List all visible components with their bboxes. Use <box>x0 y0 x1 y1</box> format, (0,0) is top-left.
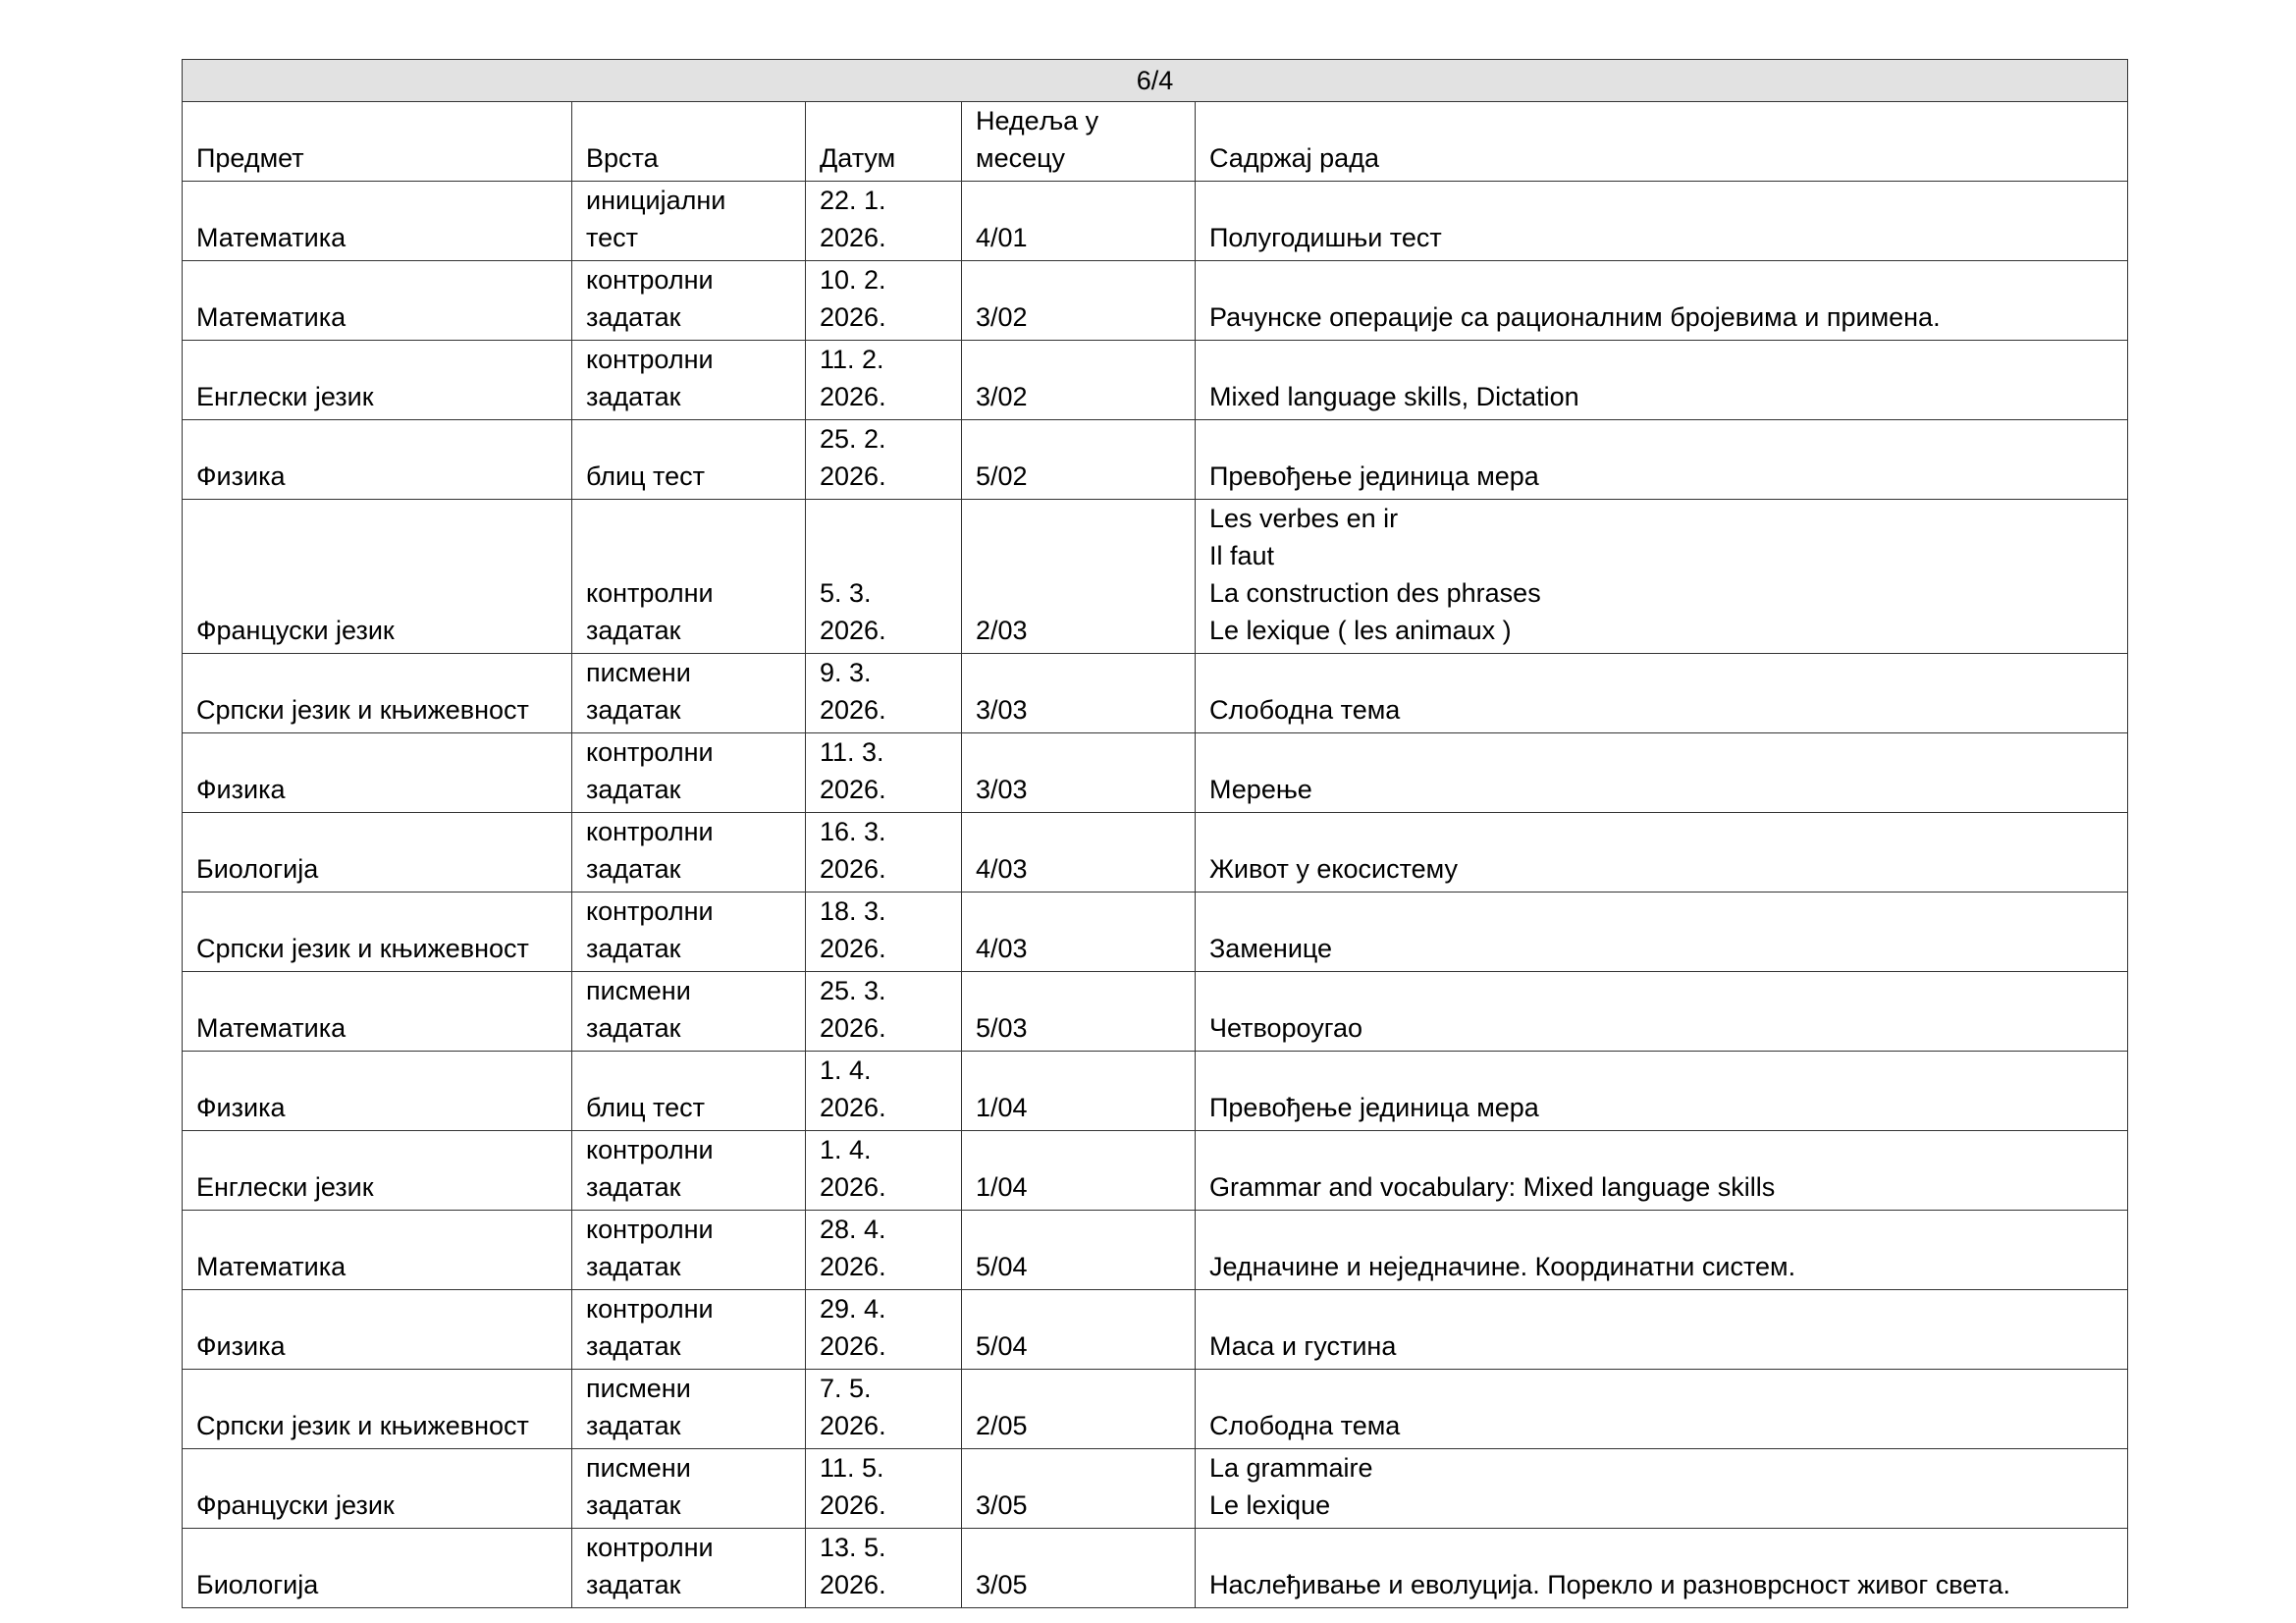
subject-cell: Биологија <box>183 813 572 893</box>
content-cell: Превођење јединица мера <box>1196 420 2128 500</box>
date-cell: 11. 2. 2026. <box>806 341 962 420</box>
subject-cell: Српски језик и књижевност <box>183 893 572 972</box>
week-cell: 2/03 <box>962 500 1196 654</box>
week-cell: 3/02 <box>962 261 1196 341</box>
week-cell: 5/03 <box>962 972 1196 1052</box>
subject-cell: Српски језик и књижевност <box>183 1370 572 1449</box>
table-row <box>183 420 2128 500</box>
table-row <box>183 1529 2128 1608</box>
header-type: Врста <box>572 102 806 182</box>
content-cell: Полугодишњи тест <box>1196 182 2128 261</box>
date-cell: 7. 5. 2026. <box>806 1370 962 1449</box>
content-cell: Живот у екосистему <box>1196 813 2128 893</box>
date-cell: 18. 3. 2026. <box>806 893 962 972</box>
schedule-table <box>182 59 2128 1608</box>
table-title: 6/4 <box>183 60 2128 102</box>
table-row <box>183 341 2128 420</box>
subject-cell: Математика <box>183 261 572 341</box>
table-row <box>183 261 2128 341</box>
table-row <box>183 500 2128 654</box>
content-cell: Слободна тема <box>1196 654 2128 733</box>
type-cell: контролни задатак <box>572 500 806 654</box>
subject-cell: Енглески језик <box>183 341 572 420</box>
content-cell: Једначине и неједначине. Координатни систем. <box>1196 1211 2128 1290</box>
date-cell: 5. 3. 2026. <box>806 500 962 654</box>
type-cell: контролни задатак <box>572 893 806 972</box>
date-cell: 11. 3. 2026. <box>806 733 962 813</box>
week-cell: 3/05 <box>962 1449 1196 1529</box>
header-week: Недеља у месецу <box>962 102 1196 182</box>
week-cell: 3/03 <box>962 654 1196 733</box>
week-cell: 5/02 <box>962 420 1196 500</box>
date-cell: 1. 4. 2026. <box>806 1131 962 1211</box>
table-row <box>183 1290 2128 1370</box>
type-cell: контролни задатак <box>572 261 806 341</box>
type-cell: контролни задатак <box>572 341 806 420</box>
week-cell: 1/04 <box>962 1131 1196 1211</box>
content-cell: Слободна тема <box>1196 1370 2128 1449</box>
subject-cell: Математика <box>183 972 572 1052</box>
table-row <box>183 182 2128 261</box>
subject-cell: Математика <box>183 1211 572 1290</box>
content-cell: La grammaire Le lexique <box>1196 1449 2128 1529</box>
week-cell: 4/03 <box>962 893 1196 972</box>
date-cell: 28. 4. 2026. <box>806 1211 962 1290</box>
subject-cell: Физика <box>183 1290 572 1370</box>
table-row <box>183 1370 2128 1449</box>
date-cell: 10. 2. 2026. <box>806 261 962 341</box>
content-cell: Les verbes en ir Il faut La construction des phrases Le lexique ( les animaux ) <box>1196 500 2128 654</box>
date-cell: 1. 4. 2026. <box>806 1052 962 1131</box>
table-row <box>183 1211 2128 1290</box>
type-cell: контролни задатак <box>572 1529 806 1608</box>
date-cell: 25. 3. 2026. <box>806 972 962 1052</box>
week-cell: 5/04 <box>962 1211 1196 1290</box>
date-cell: 13. 5. 2026. <box>806 1529 962 1608</box>
table-row <box>183 733 2128 813</box>
date-cell: 11. 5. 2026. <box>806 1449 962 1529</box>
subject-cell: Француски језик <box>183 500 572 654</box>
content-cell: Рачунске операције са рационалним бројевима и примена. <box>1196 261 2128 341</box>
title-row <box>183 60 2128 102</box>
table-row <box>183 1052 2128 1131</box>
content-cell: Мерење <box>1196 733 2128 813</box>
header-row <box>183 102 2128 182</box>
type-cell: блиц тест <box>572 1052 806 1131</box>
date-cell: 16. 3. 2026. <box>806 813 962 893</box>
subject-cell: Физика <box>183 733 572 813</box>
content-cell: Заменице <box>1196 893 2128 972</box>
week-cell: 4/01 <box>962 182 1196 261</box>
content-cell: Превођење јединица мера <box>1196 1052 2128 1131</box>
content-cell: Grammar and vocabulary: Mixed language skills <box>1196 1131 2128 1211</box>
subject-cell: Српски језик и књижевност <box>183 654 572 733</box>
subject-cell: Француски језик <box>183 1449 572 1529</box>
week-cell: 2/05 <box>962 1370 1196 1449</box>
date-cell: 9. 3. 2026. <box>806 654 962 733</box>
date-cell: 29. 4. 2026. <box>806 1290 962 1370</box>
header-date: Датум <box>806 102 962 182</box>
type-cell: иницијални тест <box>572 182 806 261</box>
subject-cell: Биологија <box>183 1529 572 1608</box>
type-cell: писмени задатак <box>572 654 806 733</box>
subject-cell: Физика <box>183 1052 572 1131</box>
week-cell: 1/04 <box>962 1052 1196 1131</box>
week-cell: 5/04 <box>962 1290 1196 1370</box>
content-cell: Mixed language skills, Dictation <box>1196 341 2128 420</box>
subject-cell: Енглески језик <box>183 1131 572 1211</box>
table-row <box>183 972 2128 1052</box>
content-cell: Четвороугао <box>1196 972 2128 1052</box>
type-cell: контролни задатак <box>572 813 806 893</box>
table-row <box>183 1449 2128 1529</box>
content-cell: Наслеђивање и еволуција. Порекло и разноврсност живог света. <box>1196 1529 2128 1608</box>
week-cell: 3/02 <box>962 341 1196 420</box>
header-subject: Предмет <box>183 102 572 182</box>
table-row <box>183 1131 2128 1211</box>
type-cell: контролни задатак <box>572 1131 806 1211</box>
type-cell: блиц тест <box>572 420 806 500</box>
type-cell: писмени задатак <box>572 972 806 1052</box>
table-row <box>183 893 2128 972</box>
table-row <box>183 654 2128 733</box>
subject-cell: Физика <box>183 420 572 500</box>
date-cell: 25. 2. 2026. <box>806 420 962 500</box>
type-cell: контролни задатак <box>572 1211 806 1290</box>
week-cell: 4/03 <box>962 813 1196 893</box>
date-cell: 22. 1. 2026. <box>806 182 962 261</box>
week-cell: 3/03 <box>962 733 1196 813</box>
type-cell: писмени задатак <box>572 1449 806 1529</box>
week-cell: 3/05 <box>962 1529 1196 1608</box>
type-cell: контролни задатак <box>572 1290 806 1370</box>
header-content: Садржај рада <box>1196 102 2128 182</box>
type-cell: контролни задатак <box>572 733 806 813</box>
content-cell: Маса и густина <box>1196 1290 2128 1370</box>
subject-cell: Математика <box>183 182 572 261</box>
type-cell: писмени задатак <box>572 1370 806 1449</box>
table-row <box>183 813 2128 893</box>
